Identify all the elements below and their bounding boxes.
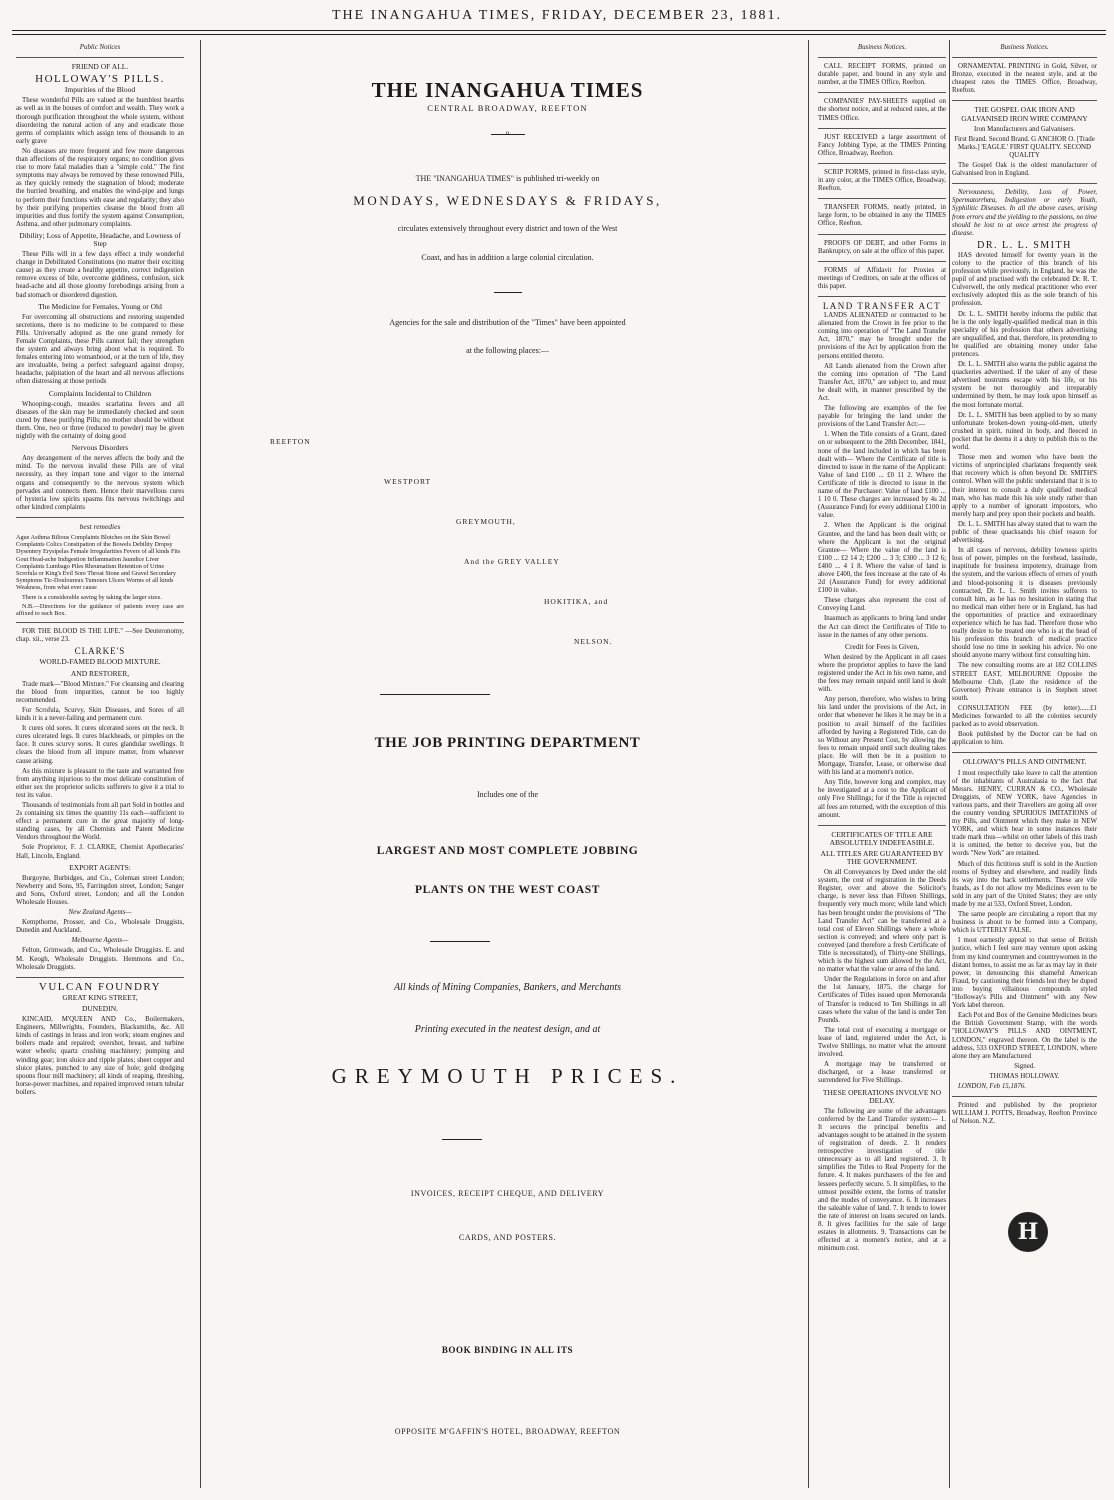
paragraph: First Brand. Second Brand. G ANCHOR O. [Trade Marks.] 'EAGLE.' FIRST QUALITY. SECOND QUALITY <box>954 135 1095 159</box>
subheading: The Medicine for Females, Young or Old <box>38 301 162 311</box>
subheading: Complaints Incidental to Children <box>48 388 152 398</box>
notice: ORNAMENTAL PRINTING in Gold, Silver, or Bronze, executed in the neatest style, and at the cheapest rates the TIMES Office, Broadway, Reefton. <box>952 63 1097 95</box>
subheading: New Zealand Agents— <box>68 909 132 917</box>
clarke-subheading: WORLD-FAMED BLOOD MIXTURE. <box>39 657 161 667</box>
paragraph: Any derangement of the nerves affects the body and the mind. To the nervous invalid these Pills are of vital necessity, as they impart tone and vigor to the internal organs and consequently to the nervous system which pervades and connects them. Hence their marvellous cures of hysteria low spirits spasms fits nervous twitchings and other kindred complaints <box>16 455 184 511</box>
notice: TRANSFER FORMS, neatly printed, in large form, to be obtained in any the TIMES Office, Reefton. <box>818 204 946 228</box>
paragraph: The following are examples of the fee payable for bringing the land under the provisions of the Land Transfer Act:— <box>818 405 946 429</box>
paragraph: The following are some of the advantages conferred by the Land Transfer system:— 1. It secures the principal benefits and advantages sought to be attained in the system of registration of deeds. 2. It renders retrospective investigation of title unnecessary as to all land registered. 3. It simplifies the Titles to Real Property for the future. 4. It makes purchasers of the fee and lessees perfectly secure. 5. It simplifies, to the utmost possible extent, the forms of transfer and the modes of conveyance. 6. It increases the saleable value of land. 7. It tends to lower the rate of interest on loans secured on lands. 8. It gives facilities for the sale of large estates in allotments. 9. Transactions can be effected at a moment's notice, and at a minimum cost. <box>818 1107 946 1253</box>
paragraph: 2. When the Applicant is the original Grantee, and the land has been dealt with; or where the Applicant is not the original Grantee— Where the value of the land is £100 ... £2 14 2; £200 ... 3 3; £300 ... 3 12 6; £400 ... 4 1 8. Where the value of land is above £400, the fees increase at the rate of 4s 2d (Assurance Fund) for every additional £100 in value. <box>818 522 946 595</box>
remedies-list: Ague Asthma Bilious Complaints Blotches on the Skin Bowel Complaints Colics Constipation of the Bowels Debility Dropsy Dysentery Erysipelas Female Irregularities Fevers of all kinds Fits Gout Head-ache Indigestion Inflammation Jaundice Liver Complaints Lumbago Piles Rheumatism Retention of Urine Scrofula or King's Evil Sore Throat Stone and Gravel Secondary Symptoms Tic-Douloureux Tumours Ulcers Worms of all kinds Weakness, from what ever cause <box>16 533 181 592</box>
paragraph: Felton, Grimwade, and Co., Wholesale Druggists. E. and M. Keogh, Wholesale Druggists. Hemmons and Co., Wholesale Druggists. <box>16 947 184 971</box>
paragraph: LANDS ALIENATED or contracted to be alienated from the Crown in fee prior to the coming into operation of "The Land Transfer Act, 1870," may be brought under the provisions of the Act by application from the persons entitled thereto. <box>818 312 946 360</box>
subheading: Melbourne Agents— <box>71 937 129 945</box>
left-column <box>16 44 184 1484</box>
job-printing-heading: THE JOB PRINTING DEPARTMENT <box>374 735 641 751</box>
paragraph: Sole Proprietor, F. J. CLARKE, Chemist Apothecaries' Hall, Lincoln, England. <box>16 844 184 860</box>
column-divider <box>200 40 201 1488</box>
vulcan-heading: VULCAN FOUNDRY <box>38 980 162 993</box>
place-name: REEFTON <box>270 437 311 446</box>
paragraph: Inasmuch as applicants to bring land under the Act can direct the Certificates of Title to issue in the names of any other persons. <box>818 615 946 639</box>
signed: Signed. <box>1014 1062 1035 1070</box>
paragraph: Burgoyne, Burbidges, and Co., Coleman street London; Newberry and Sons, 95, Farringdon street, London; Sanger and Sons, Oxford street, London; and all the London Wholesale Houses. <box>16 874 184 907</box>
paragraph: Dr. L. L. SMITH has been applied to by so many unfortunate broken-down young-old-men, utterly crushed in spirit, ruined in body, and fleeced in pocket that he deems it a duty to publish this to the world. <box>952 411 1097 452</box>
clarke-heading: CLARKE'S <box>74 646 126 657</box>
circulation-line: Coast, and has in addition a large colonial circulation. <box>421 252 594 262</box>
paragraph: Dr. L. L. SMITH also warns the public against the quackeries advertised. If the taker of any of these advertised nostrums escape with his life, or his system be not thoroughly and irreparably undermined by them, he may look upon himself as the most fortunate mortal. <box>952 361 1097 409</box>
masthead: THE INANGAHUA TIMES, FRIDAY, DECEMBER 23, 1881. <box>332 8 782 23</box>
blood-quote: FOR THE BLOOD IS THE LIFE." —See Deuteronomy, chap. xii., verse 23. <box>16 628 184 644</box>
separator-rule <box>430 941 490 942</box>
printing-line: Printing executed in the neatest design, and at <box>414 1024 601 1035</box>
column-divider <box>949 40 950 1488</box>
largest-line: LARGEST AND MOST COMPLETE JOBBING <box>376 845 639 857</box>
paragraph: Iron Manufacturers and Galvanisers. <box>973 125 1076 133</box>
paragraph: A mortgage may be transferred or discharged, or a lease transferred or surrendered for Five Shillings. <box>818 1061 946 1085</box>
paragraph: Whooping-cough, measles scarlatina fevers and all diseases of the skin may be immediately checked and soon cured by these purifying Pills; no mother should be without them. One, two or three (reduced to powder) may be given nightly with the certainty of doing good <box>16 400 184 441</box>
paragraph: Trade mark—"Blood Mixture." For cleansing and clearing the blood from impurities, cannot be too highly recommended. <box>16 680 184 704</box>
holloway-title: HOLLOWAY'S PILLS. <box>35 73 165 86</box>
paper-address: CENTRAL BROADWAY, REEFTON <box>427 103 588 114</box>
paragraph: All Lands alienated from the Crown after the coming into operation of "The Land Transfer Act, 1870," are subject to, and must be dealt with, in manner prescribed by the Act. <box>818 362 946 402</box>
paragraph: Any person, therefore, who wishes to bring his land under the provisions of the Act, in order that whenever he likes it he may be in a position to avail himself of the facilities afforded by having a Registered Title, can do so Without any Present Cost, by allowing the fees to remain unpaid until such dealing takes place. He will then be in a position to Mortgage, Transfer, Lease, or otherwise deal with his land at a moment's notice. <box>818 696 946 777</box>
paragraph: KINCAID, M'QUEEN AND Co., Boilermakers, Engineers, Millwrights, Founders, Blacksmiths, &c. All kinds of castings in brass and iron work; steam engines and boilers made and repaired; overshot, breast, and turbine water wheels; quartz crushing machinery; pumping and winding gear; iron sluice and ripple plates; sheet copper and sluice plates, punched to any size of hole; gold dredging spoons flour mill machinery; all kinds of reaping, threshing, horse-power machines, and repaired improved return tubular boilers. <box>16 1016 184 1096</box>
paragraph: The Gospel Oak is the oldest manufacturer of Galvanised Iron in England. <box>952 162 1097 178</box>
subheading: Nervous Disorders <box>71 443 129 453</box>
ornament: o <box>505 129 510 138</box>
paper-title: THE INANGAHUA TIMES <box>371 78 644 102</box>
place-name: And the GREY VALLEY <box>464 557 560 566</box>
land-transfer-heading: LAND TRANSFER ACT <box>822 300 942 311</box>
place-name: HOKITIKA, and <box>544 597 609 606</box>
paragraph: 1. When the Title consists of a Grant, dated on or subsequent to the 28th December, 1841, none of the land included in which has been dealt with— Where the Certificate of title is directed to issue in the name of the Applicant: Value of land £100 ... £0 11 2. Where the Certificate of title is directed to issue in the name of the Purchaser: Value of land £100 ... 1 10 0. These charges are increased by 4s 2d (Assurance Fund) for every additional £100 in value. <box>818 431 946 520</box>
place-name: WESTPORT <box>384 477 432 486</box>
book-binding-line: BOOK BINDING IN ALL ITS <box>441 1345 574 1355</box>
subheading: Dibility; Loss of Appetite, Headache, and Lowness of Step <box>19 230 181 248</box>
subheading: EXPORT AGENTS: <box>69 862 131 872</box>
masthead-rule-2 <box>12 34 1106 35</box>
directions-note: N.B.—Directions for the guidance of patients every case are affixed to each Box. <box>16 602 184 617</box>
circulation-line: circulates extensively throughout every district and town of the West <box>397 224 618 234</box>
paragraph: The total cost of executing a mortgage or lease of land, registered under the Act, is Twelve Shillings, no matter what the amount involved. <box>818 1026 946 1059</box>
masthead-rule <box>12 30 1106 31</box>
vulcan-subheading: GREAT KING STREET, <box>62 992 138 1002</box>
includes-line: Includes one of the <box>476 790 539 799</box>
paragraph: Thousands of testimonials from all part Sold in bottles and 2s containing six times the quantity 11s each—sufficient to effect a permanent cure in the great majority of long-standing cases, by all Chemists and Patent Medicine Vendors throughout the World. <box>16 801 184 842</box>
paragraph: When desired by the Applicant in all cases where the proprietor applies to have the land registered under the Act in his own name, and the fees may remain unpaid until land is dealt with. <box>818 653 946 694</box>
column-divider <box>808 40 809 1488</box>
paragraph: Any Title, however long and complex, may be investigated at a cost to the Applicant of only Five Shillings; for if the Title is rejected all fees are returned, with the exception of this amount. <box>818 779 946 819</box>
paragraph: These wonderful Pills are valued at the humblest hearths as well as in the houses of comfort and wealth. They work a thorough purification throughout the whole system, without disordering the natural action of any and eradicate those germs of complaints which assign tens of thousands to an early grave <box>16 97 184 145</box>
cards-line: CARDS, AND POSTERS. <box>458 1233 557 1242</box>
paragraph: Each Pot and Box of the Genuine Medicines bears the British Government Stamp, with the words "HOLLOWAY'S PILLS AND OINTMENT, LONDON," engraved thereon. On the label is the address, 533 OXFORD STREET, LONDON, where alone they are Manufactured <box>952 1012 1097 1060</box>
paragraph: I most respectfully take leave to call the attention of the inhabitants of Australasia to the fact that Messrs. HENRY, CURRAN & CO., Wholesale Druggists, of NEW YORK, have Agencies in various parts, and their Travellers are going all over the country vending SPURIOUS IMITATIONS of my Pills, and Ointment which they make in NEW YORK, and which bear in some instances their trade mark thus—whilst on other labels of this trash it is omitted, the better to deceive you, but the words "New York" are retained. <box>952 769 1097 858</box>
section-heading: Public Notices <box>79 44 121 51</box>
holloway-notice-heading: OLLOWAY'S PILLS AND OINTMENT. <box>962 757 1087 767</box>
paragraph: HAS devoted himself for twenty years in the colony to the practice of this branch of his profession while previously, in England, he was the pupil of and practised with the celebrated Dr. R. T. Culverwell, the only medical practitioner who ever exclusively adopted this as the sole branch of his profession. <box>952 251 1097 308</box>
signature-name: THOMAS HOLLOWAY. <box>989 1072 1060 1080</box>
remedies-heading: best remedies <box>79 521 121 531</box>
paragraph: In all cases of nervous, debility lowness spirits loss of power, pimples on the forehead, lassitude, inaptitude for business impotency, drainage from the system, and the various effects of errors of youth and blood-poisoning it is diseases previously contracted, Dr. L. L. Smith invites sufferers to consult him, as he has no hesitation in stating that no medical man either here or in England, has had the opportunities of practice and extraordinary experience which he has had. Therefore those who really desire to be treated one who is at the head of his profession this branch of medical practice should lose no time in seeking his advice. No one should anyone marry without first consulting him. <box>952 547 1097 660</box>
paragraph: These charges also represent the cost of Conveying Land. <box>818 597 946 613</box>
paragraph: It cures old sores. It cures ulcerated sores on the neck. It cures ulcerated legs. It cures blackheads, or pimples on the face. It cures scurvy sores. It cures glandular swellings. It clears the blood from all impure matter, from whatever cause arising. <box>16 725 184 765</box>
paragraph: For overcoming all obstructions and restoring suspended secretions, there is no medicine to be compared to these Pills. Universally adopted as the one grand remedy for Female Complaints, these Pills cannot fail; they strengthen the system and always bring about what is required. To females entering into womanhood, or at the turn of life, they are invaluable, being a perfect safeguard against dropsy, headache, palpitation of the heart and all nervous affections often distressing at those periods <box>16 313 184 386</box>
paragraph: As this mixture is pleasant to the taste and warranted free from anything injurious to the most delicate constitution of either sex the proprietor solicits sufferers to give it a trial to test its value. <box>16 767 184 799</box>
saving-note: There is a considerable saving by taking the larger sizes. <box>22 593 162 601</box>
separator-rule <box>442 1139 482 1140</box>
greymouth-prices: GREYMOUTH PRICES. <box>331 1064 684 1088</box>
subheading: CERTIFICATES OF TITLE ARE ABSOLUTELY INDEFEASIBLE. <box>829 829 935 847</box>
vulcan-subheading: DUNEDIN. <box>81 1003 119 1013</box>
paragraph: Dr. L. L. SMITH hereby informs the public that he is the only legally-qualified medical man in this speciality of his profession that others advertising are unqualified, and that, therefore, its pretending to be qualified are obtaining money under false pretences. <box>952 310 1097 358</box>
subheading: Impurities of the Blood <box>64 85 136 95</box>
gospel-oak-heading: THE GOSPEL OAK IRON AND GALVANISED IRON WIRE COMPANY <box>961 105 1088 123</box>
paragraph: For Scrofula, Scurvy, Skin Diseases, and Sores of all kinds it is a never-failing and permanent cure. <box>16 706 184 723</box>
notice: CALL RECEIPT FORMS, printed on durable paper, and bound in any style and number, at the TIMES Office, Reefton. <box>818 63 946 87</box>
subheading: Credit for Fees is Given, <box>845 641 919 651</box>
paragraph: Dr. L. L. SMITH has alway stated that to warn the public of these quacksands his chief reason for advertising. <box>952 520 1097 545</box>
section-heading: Business Notices. <box>1000 44 1049 51</box>
paragraph: Nervousness, Debility, Loss of Power, Spermatorrhœa, Indigestion or early Youth, Syphilitic Diseases. In all the above cases, arising from errors and the yielding to the passions, no time should be lost to at once arrest the progress of disease. <box>952 189 1097 237</box>
office-location: OPPOSITE M'GAFFIN'S HOTEL, BROADWAY, REEFTON <box>394 1427 621 1436</box>
holloway-trademark-seal: H <box>1008 1212 1048 1252</box>
paragraph: Book published by the Doctor can be had on application to him. <box>952 731 1097 747</box>
paragraph: The same people are circulating a report that my business is about to be formed into a Company, which is UTTERLY FALSE. <box>952 911 1097 935</box>
publication-days: MONDAYS, WEDNESDAYS & FRIDAYS, <box>353 193 662 209</box>
paragraph: Kempthorne, Prosser, and Co., Wholesale Druggists, Dunedin and Auckland. <box>16 919 184 935</box>
clarke-subheading: AND RESTORER, <box>70 668 130 678</box>
published-line: THE "INANGAHUA TIMES" is published tri-weekly on <box>415 174 600 184</box>
dr-smith-heading: DR. L. L. SMITH <box>977 239 1072 251</box>
places-intro: at the following places:— <box>466 345 549 355</box>
separator-rule <box>380 694 490 695</box>
paragraph: These Pills will in a few days effect a truly wonderful change in Debilitated Constitutions (no matter their exciting cause) as they create a healthy appetite, correct indigestion remove excess of bile, overcome giddiness, confusion, sick head-ache and all those gloomy forebodings arising from a bad stomach or disordered digestion. <box>16 251 184 299</box>
friend-heading: FRIEND OF ALL. <box>71 62 129 72</box>
all-kinds-line: All kinds of Mining Companies, Bankers, and Merchants <box>393 982 622 993</box>
place-name: GREYMOUTH, <box>456 517 516 526</box>
place-name: NELSON. <box>574 637 613 646</box>
notice: JUST RECEIVED a large assortment of Fancy Jobbing Type, at the TIMES Printing Office, Broadway, Reefton. <box>818 133 946 157</box>
right-column-1 <box>818 44 946 1484</box>
middle-column <box>220 44 795 1484</box>
paragraph: Under the Regulations in force on and after the 1st January, 1875, the charge for Certificates of Titles issued upon Memoranda of Transfer is reduced to Ten Shillings in all cases where the value of the land is under Ten Pounds. <box>818 976 946 1024</box>
paragraph: CONSULTATION FEE (by letter)......£1 Medicines forwarded to all the colonies securely packed as to avoid observation. <box>952 704 1097 729</box>
notice-date: LONDON, Feb 15,1876. <box>958 1082 1026 1090</box>
notice: PROOFS OF DEBT, and other Forms in Bankruptcy, on sale at the office of this paper. <box>818 239 946 255</box>
notice: COMPANIES' PAY-SHEETS supplied on the shortest notice, and at reduced rates, at the TIMES Office. <box>818 98 946 122</box>
paragraph: The new consulting rooms are at 182 COLLINS STREET EAST, MELBOURNE Opposite the Melbourne Club, (Late the residence of the Governor) Private entrance is in Stephen street south. <box>952 662 1097 702</box>
separator-rule <box>494 292 522 293</box>
section-heading: Business Notices. <box>857 44 907 51</box>
paragraph: Those men and women who have been the victims of unprincipled charlatans frequently seek that recovery which is often beyond Dr. SMITH'S control. When will the public understand that it is to their interest to consult a duly qualified medical man, who has made this his sole study rather than apply to a number of ignorant impostors, who merely harp and prey upon their pockets and health. <box>952 454 1097 518</box>
paragraph: Much of this fictitious stuff is sold in the Auction rooms of Sydney and elsewhere, and readily finds its way into the back settlements. These are vile frauds, as I do not allow my Medicines even to be sold in any part of the United States; they are only made by me at 533, Oxford Street, London. <box>952 860 1097 908</box>
paragraph: I most earnestly appeal to that sense of British justice, which I feel sure may venture upon asking from my kind countrymen and countrywomen in the distant homes, to assist me as far as may lay in their power, in denouncing this shameful American Fraud, by cautioning their friends lest they be duped into buying villainous compounds styled "Holloway's Pills and Ointment" with any New York label thereon. <box>952 937 1097 1010</box>
subheading: ALL TITLES ARE GUARANTEED BY THE GOVERNMENT. <box>820 848 944 866</box>
paragraph: On all Conveyances by Deed under the old system, the cost of registration in the Deeds Register, over and above the Solicitor's charge, is never less than Fifteen Shillings, frequently very much more; while land which has been brought under the provisions of "The Land Transfer Act" can be transferred at a total cost of Eleven Shillings where a whole section is conveyed; and where only part is conveyed (and therefore a fresh Certificate of Title is necessitated), of Thirty-one Shillings, which is the highest sum allowed by the Act, no matter what the value or area of the land. <box>818 869 946 974</box>
invoices-line: INVOICES, RECEIPT CHEQUE, AND DELIVERY <box>410 1189 605 1198</box>
paragraph: No diseases are more frequent and few more dangerous than affections of the respiratory organs; no condition gives rise to more fatal maladies than a "simple cold." The first symptoms may always be removed by these renowned Pills, as they quickly remedy the stagnation of blood; moderate the hurried breathing, and enables the wind-pipe and lungs to perform their functions with ease and regularity; they also by their purifying properties cleanse the blood from all impurities and thus fortify the system against Consumption, Asthma, and other pulmonary complaints. <box>16 147 184 228</box>
notice: FORMS of Affidavit for Proxies at meetings of Creditors, on sale at the offices of this paper. <box>818 266 946 290</box>
agencies-line: Agencies for the sale and distribution of the "Times" have been appointed <box>389 317 626 327</box>
plants-line: PLANTS ON THE WEST COAST <box>414 884 601 896</box>
imprint: Printed and published by the proprietor WILLIAM J. POTTS, Broadway, Reefton Province of Nelson. N.Z. <box>952 1102 1097 1126</box>
subheading: THESE OPERATIONS INVOLVE NO DELAY. <box>822 1087 942 1105</box>
right-column-2 <box>952 44 1097 1484</box>
notice: SCRIP FORMS, printed in first-class style, in any color, at the TIMES Office, Broadway, Reefton. <box>818 168 946 193</box>
